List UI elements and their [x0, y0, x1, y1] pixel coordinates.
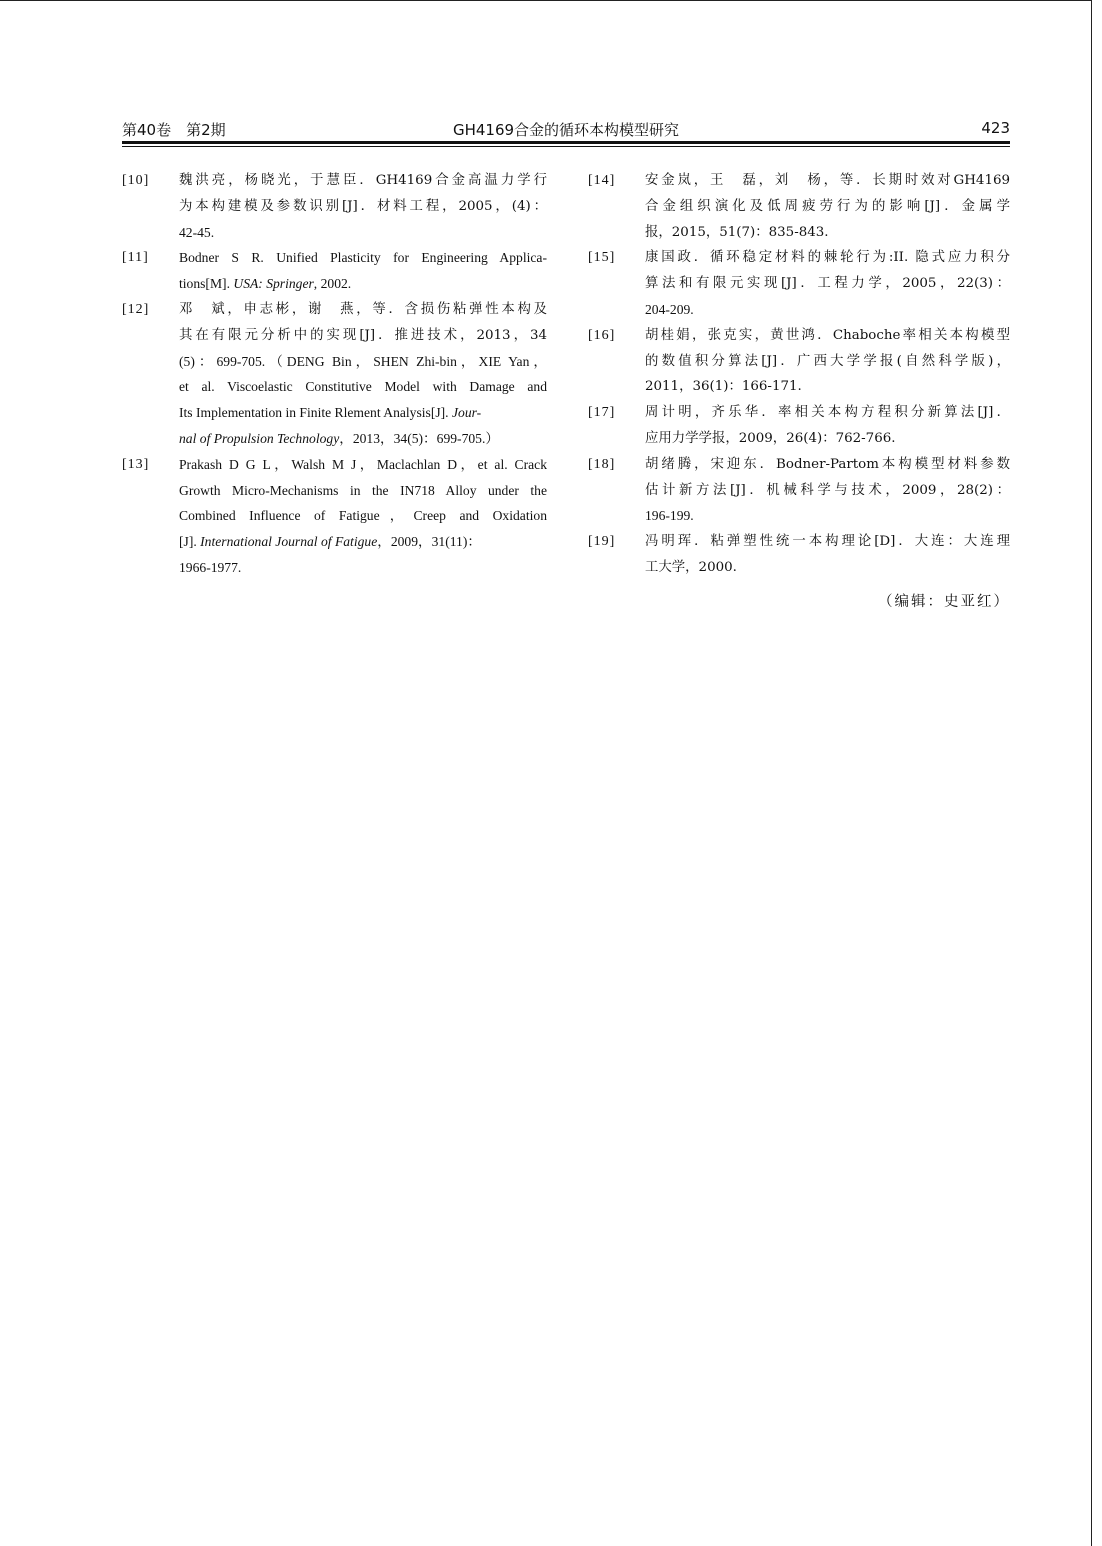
references-left-column [122, 168, 547, 581]
reference-number: [10] [122, 173, 150, 188]
reference-line: 合金组织演化及低周疲劳行为的影响[J]．金属学 [645, 198, 1010, 214]
reference-line: Bodner S R. Unified Plasticity for Engineering Applica- [179, 250, 547, 266]
reference-segment: [J]. [179, 534, 201, 550]
reference-line: 胡桂娟，张克实，黄世鸿．Chaboche率相关本构模型 [645, 327, 1010, 343]
reference-line [179, 529, 547, 555]
reference-segment: , 2002. [313, 276, 352, 292]
header-rule-thin [122, 146, 1010, 147]
page-number: 423 [981, 119, 1010, 137]
reference-text [645, 323, 1010, 400]
reference-text [179, 245, 547, 297]
reference-text [645, 529, 1010, 581]
reference-segment: tions[M]. [179, 276, 234, 292]
reference-line: 安金岚，王 磊，刘 杨，等．长期时效对GH4169 [645, 173, 1010, 188]
reference-line: 1966-1977. [179, 559, 242, 575]
reference-16 [588, 323, 1010, 400]
reference-line: 康国政．循环稳定材料的棘轮行为:II. 隐式应力积分 [645, 250, 1010, 266]
reference-line: 2011，36(1)：166-171. [645, 379, 802, 395]
reference-10 [122, 168, 547, 245]
header-rule-thick [122, 141, 1010, 144]
reference-18 [588, 452, 1010, 529]
page-border-top [0, 0, 1092, 1]
reference-text [645, 168, 1010, 245]
reference-journal: Jour- [451, 405, 482, 421]
reference-journal: International Journal of Fatigue [200, 534, 378, 550]
reference-11 [122, 245, 547, 297]
reference-line: 为本构建模及参数识别[J]．材料工程，2005，(4)： [179, 198, 547, 214]
reference-number: [19] [588, 534, 616, 550]
reference-text [645, 400, 1010, 452]
volume-issue: 第40卷 第2期 [122, 121, 226, 139]
reference-publisher: USA: Springer [233, 276, 314, 292]
references-right-column [588, 168, 1010, 581]
reference-number: [12] [122, 301, 150, 317]
reference-number: [18] [588, 456, 616, 472]
reference-line: 周计明，齐乐华．率相关本构方程积分新算法[J]． [645, 405, 1010, 421]
reference-12 [122, 297, 547, 452]
reference-17 [588, 400, 1010, 452]
reference-line: 应用力学学报，2009，26(4)：762-766. [645, 430, 896, 446]
reference-text [179, 297, 547, 452]
reference-line [179, 426, 547, 452]
reference-line: 算法和有限元实现[J]．工程力学，2005，22(3)： [645, 276, 1010, 292]
reference-line: 42-45. [179, 224, 215, 240]
running-title: GH4169合金的循环本构模型研究 [452, 121, 680, 139]
reference-number: [16] [588, 327, 616, 343]
reference-line: (5)：699-705.（DENG Bin，SHEN Zhi-bin，XIE Yan， [179, 353, 547, 369]
reference-15 [588, 245, 1010, 322]
reference-line: 邓 斌，申志彬，谢 燕，等．含损伤粘弹性本构及 [179, 301, 547, 317]
reference-line: 冯明珲．粘弹塑性统一本构理论[D]．大连：大连理 [645, 534, 1010, 550]
reference-line: 工大学，2000. [645, 559, 737, 575]
reference-19 [588, 529, 1010, 581]
reference-line: 胡绪腾，宋迎东．Bodner-Partom本构模型材料参数 [645, 456, 1010, 472]
reference-journal: nal of Propulsion Technology [179, 430, 340, 446]
reference-text [645, 452, 1010, 529]
reference-14 [588, 168, 1010, 245]
reference-number: [17] [588, 405, 616, 421]
reference-number: [14] [588, 173, 616, 188]
reference-line [179, 271, 547, 297]
reference-line: Combined Influence of Fatigue，Creep and Oxidation [179, 508, 547, 524]
reference-line: et al. Viscoelastic Constitutive Model with Damage and [179, 379, 547, 395]
reference-number: [15] [588, 250, 616, 266]
reference-text [645, 245, 1010, 322]
reference-line: 其在有限元分析中的实现[J]．推进技术，2013，34 [179, 327, 547, 343]
reference-number: [13] [122, 456, 150, 472]
reference-line: 204-209. [645, 301, 694, 317]
reference-segment: ，2013，34(5)：699-705.） [339, 430, 499, 446]
reference-line: Growth Micro-Mechanisms in the IN718 Alloy under the [179, 482, 547, 498]
reference-line: 魏洪亮，杨晓光，于慧臣．GH4169合金高温力学行 [179, 173, 547, 188]
reference-segment: Its Implementation in Finite Rlement Analysis[J]. [179, 405, 452, 421]
reference-13 [122, 452, 547, 581]
reference-number: [11] [122, 250, 149, 266]
editor-note: （编辑：史亚红） [878, 594, 1010, 610]
reference-text [179, 168, 547, 245]
reference-line: Prakash D G L，Walsh M J，Maclachlan D，et al. Crack [179, 456, 547, 472]
reference-line: 估计新方法[J]．机械科学与技术，2009，28(2)： [645, 482, 1010, 498]
reference-segment: ，2009，31(11)： [377, 534, 481, 550]
reference-line [179, 400, 547, 426]
page-border-right [1091, 0, 1092, 1546]
reference-line: 的数值积分算法[J]．广西大学学报(自然科学版)， [645, 353, 1010, 369]
running-header [122, 117, 1010, 139]
reference-text [179, 452, 547, 581]
reference-line: 196-199. [645, 508, 694, 524]
reference-line: 报，2015，51(7)：835-843. [645, 224, 829, 240]
